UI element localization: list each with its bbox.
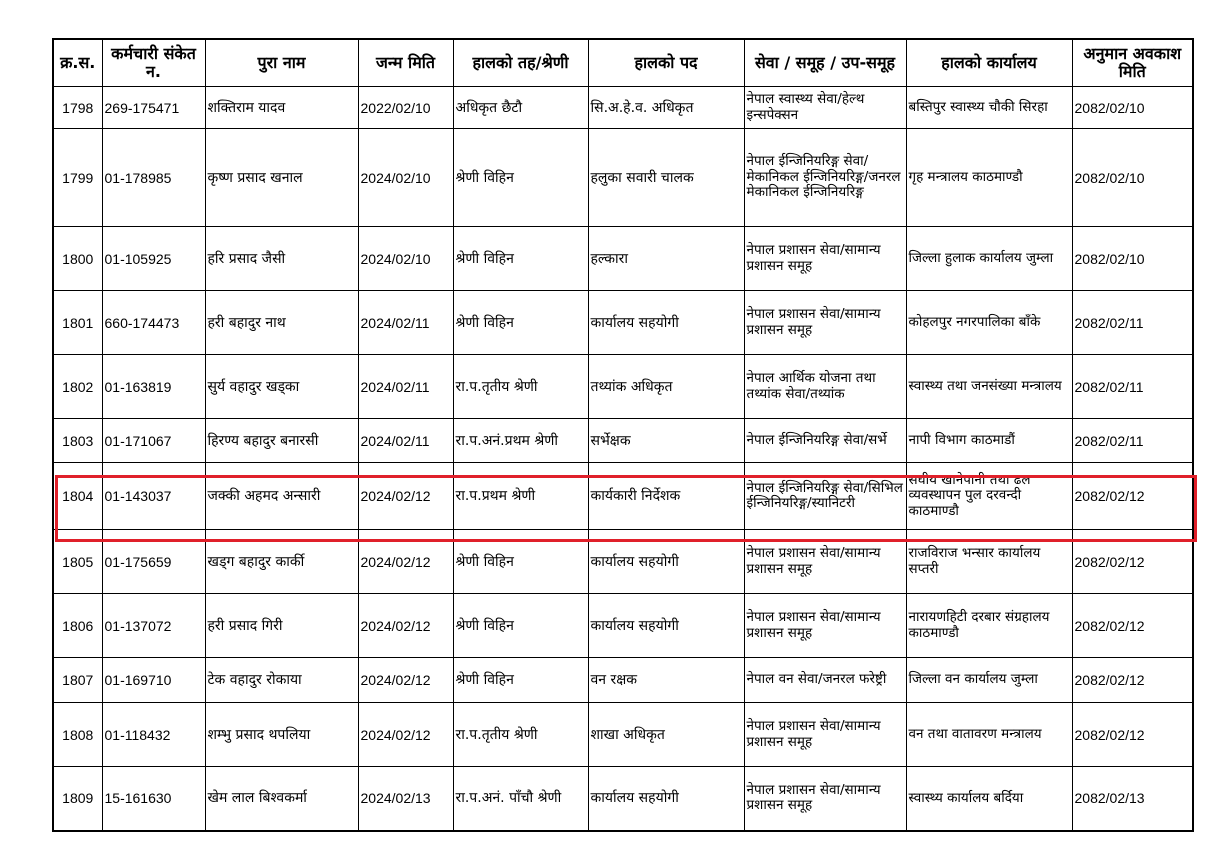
- table-body: [53, 87, 1193, 831]
- table-row: [53, 355, 1193, 419]
- cell-service: नेपाल ईन्जिनियरिङ्ग सेवा/मेकानिकल ईन्जिनियरिङ्ग/जनरल मेकानिकल ईन्जिनियरिङ्ग: [744, 129, 906, 227]
- cell-service: नेपाल ईन्जिनियरिङ्ग सेवा/सर्भे: [744, 419, 906, 463]
- cell-post: सर्भेक्षक: [588, 419, 744, 463]
- cell-post: शाखा अधिकृत: [588, 703, 744, 767]
- cell-code: 01-178985: [102, 129, 205, 227]
- cell-service: नेपाल वन सेवा/जनरल फरेष्ट्री: [744, 658, 906, 703]
- cell-dob: 2024/02/10: [358, 129, 453, 227]
- cell-sn: 1799: [53, 129, 102, 227]
- column-header-retire: अनुमान अवकाश मिति: [1072, 39, 1193, 87]
- cell-post: वन रक्षक: [588, 658, 744, 703]
- cell-sn: 1807: [53, 658, 102, 703]
- cell-office: गृह मन्त्रालय काठमाण्डौ: [906, 129, 1072, 227]
- cell-dob: 2024/02/12: [358, 703, 453, 767]
- column-header-name: पुरा नाम: [205, 39, 358, 87]
- cell-level: श्रेणी विहिन: [453, 658, 588, 703]
- cell-retire: 2082/02/10: [1072, 227, 1193, 291]
- cell-code: 269-175471: [102, 87, 205, 129]
- cell-retire: 2082/02/13: [1072, 767, 1193, 831]
- cell-post: कार्यालय सहयोगी: [588, 594, 744, 658]
- cell-service: नेपाल प्रशासन सेवा/सामान्य प्रशासन समूह: [744, 767, 906, 831]
- cell-sn: 1802: [53, 355, 102, 419]
- table-row: [53, 767, 1193, 831]
- cell-level: श्रेणी विहिन: [453, 594, 588, 658]
- cell-level: रा.प.अनं.प्रथम श्रेणी: [453, 419, 588, 463]
- cell-post: कार्यालय सहयोगी: [588, 291, 744, 355]
- column-header-service: सेवा / समूह / उप-समूह: [744, 39, 906, 87]
- cell-sn: 1798: [53, 87, 102, 129]
- cell-name: शम्भु प्रसाद थपलिया: [205, 703, 358, 767]
- cell-code: 01-163819: [102, 355, 205, 419]
- cell-name: टेक वहादुर रोकाया: [205, 658, 358, 703]
- cell-office: राजविराज भन्सार कार्यालय सप्तरी: [906, 530, 1072, 594]
- cell-post: सि.अ.हे.व. अधिकृत: [588, 87, 744, 129]
- cell-service: नेपाल प्रशासन सेवा/सामान्य प्रशासन समूह: [744, 291, 906, 355]
- cell-post: हलुका सवारी चालक: [588, 129, 744, 227]
- cell-level: रा.प.तृतीय श्रेणी: [453, 355, 588, 419]
- cell-sn: 1804: [53, 463, 102, 530]
- cell-code: 660-174473: [102, 291, 205, 355]
- cell-name: हिरण्य बहादुर बनारसी: [205, 419, 358, 463]
- cell-office: स्वास्थ्य तथा जनसंख्या मन्त्रालय: [906, 355, 1072, 419]
- cell-level: श्रेणी विहिन: [453, 129, 588, 227]
- cell-service: नेपाल प्रशासन सेवा/सामान्य प्रशासन समूह: [744, 594, 906, 658]
- cell-sn: 1803: [53, 419, 102, 463]
- table-row: [53, 594, 1193, 658]
- cell-level: अधिकृत छैटौ: [453, 87, 588, 129]
- cell-sn: 1801: [53, 291, 102, 355]
- cell-name: कृष्ण प्रसाद खनाल: [205, 129, 358, 227]
- table-row: [53, 129, 1193, 227]
- cell-service: नेपाल ईन्जिनियरिङ्ग सेवा/सिभिल ईन्जिनियरिङ्ग/स्यानिटरी: [744, 463, 906, 530]
- cell-office: बस्तिपुर स्वास्थ्य चौकी सिरहा: [906, 87, 1072, 129]
- cell-office: जिल्ला हुलाक कार्यालय जुम्ला: [906, 227, 1072, 291]
- cell-level: रा.प.अनं. पाँचौ श्रेणी: [453, 767, 588, 831]
- cell-retire: 2082/02/11: [1072, 419, 1193, 463]
- column-header-dob: जन्म मिति: [358, 39, 453, 87]
- cell-office: वन तथा वातावरण मन्त्रालय: [906, 703, 1072, 767]
- cell-sn: 1806: [53, 594, 102, 658]
- cell-name: खड्ग बहादुर कार्की: [205, 530, 358, 594]
- cell-retire: 2082/02/10: [1072, 87, 1193, 129]
- cell-sn: 1809: [53, 767, 102, 831]
- column-header-post: हालको पद: [588, 39, 744, 87]
- cell-office: नारायणहिटी दरबार संग्रहालय काठमाण्डौ: [906, 594, 1072, 658]
- cell-code: 01-105925: [102, 227, 205, 291]
- cell-post: कार्यालय सहयोगी: [588, 530, 744, 594]
- column-header-code: कर्मचारी संकेत न.: [102, 39, 205, 87]
- cell-office: सघीय खानेपानी तथा ढल व्यवस्थापन पुल दरवन्दी काठमाण्डौ: [906, 463, 1072, 530]
- cell-dob: 2024/02/12: [358, 658, 453, 703]
- cell-code: 01-175659: [102, 530, 205, 594]
- cell-retire: 2082/02/12: [1072, 530, 1193, 594]
- retirement-table-sheet: [52, 38, 1192, 832]
- cell-dob: 2024/02/11: [358, 419, 453, 463]
- table-row: [53, 658, 1193, 703]
- cell-dob: 2024/02/12: [358, 463, 453, 530]
- cell-level: श्रेणी विहिन: [453, 227, 588, 291]
- cell-name: सुर्य वहादुर खड्का: [205, 355, 358, 419]
- cell-dob: 2024/02/12: [358, 530, 453, 594]
- cell-dob: 2022/02/10: [358, 87, 453, 129]
- cell-retire: 2082/02/10: [1072, 129, 1193, 227]
- cell-retire: 2082/02/12: [1072, 594, 1193, 658]
- cell-office: जिल्ला वन कार्यालय जुम्ला: [906, 658, 1072, 703]
- cell-office: नापी विभाग काठमाडौं: [906, 419, 1072, 463]
- table-row: [53, 87, 1193, 129]
- cell-code: 01-118432: [102, 703, 205, 767]
- cell-post: कार्यकारी निर्देशक: [588, 463, 744, 530]
- table-row: [53, 227, 1193, 291]
- cell-code: 01-169710: [102, 658, 205, 703]
- cell-service: नेपाल स्वास्थ्य सेवा/हेल्थ इन्सपेक्सन: [744, 87, 906, 129]
- cell-retire: 2082/02/12: [1072, 658, 1193, 703]
- cell-dob: 2024/02/12: [358, 594, 453, 658]
- cell-name: हरी बहादुर नाथ: [205, 291, 358, 355]
- cell-code: 15-161630: [102, 767, 205, 831]
- cell-retire: 2082/02/12: [1072, 463, 1193, 530]
- cell-service: नेपाल आर्थिक योजना तथा तथ्यांक सेवा/तथ्यांक: [744, 355, 906, 419]
- cell-name: खेम लाल बिश्वकर्मा: [205, 767, 358, 831]
- cell-code: 01-143037: [102, 463, 205, 530]
- cell-retire: 2082/02/11: [1072, 355, 1193, 419]
- cell-retire: 2082/02/12: [1072, 703, 1193, 767]
- cell-post: हल्कारा: [588, 227, 744, 291]
- table-row: [53, 291, 1193, 355]
- cell-service: नेपाल प्रशासन सेवा/सामान्य प्रशासन समूह: [744, 530, 906, 594]
- employee-table: [52, 38, 1194, 832]
- cell-level: श्रेणी विहिन: [453, 530, 588, 594]
- cell-post: कार्यालय सहयोगी: [588, 767, 744, 831]
- cell-sn: 1808: [53, 703, 102, 767]
- cell-retire: 2082/02/11: [1072, 291, 1193, 355]
- cell-sn: 1800: [53, 227, 102, 291]
- cell-code: 01-171067: [102, 419, 205, 463]
- table-row: [53, 419, 1193, 463]
- cell-post: तथ्यांक अधिकृत: [588, 355, 744, 419]
- cell-dob: 2024/02/11: [358, 355, 453, 419]
- cell-code: 01-137072: [102, 594, 205, 658]
- column-header-level: हालको तह/श्रेणी: [453, 39, 588, 87]
- header-row: [53, 39, 1193, 87]
- cell-name: जक्की अहमद अन्सारी: [205, 463, 358, 530]
- cell-office: स्वास्थ्य कार्यालय बर्दिया: [906, 767, 1072, 831]
- cell-name: शक्तिराम यादव: [205, 87, 358, 129]
- cell-name: हरी प्रसाद गिरी: [205, 594, 358, 658]
- cell-office: कोहलपुर नगरपालिका बाँके: [906, 291, 1072, 355]
- cell-dob: 2024/02/11: [358, 291, 453, 355]
- cell-dob: 2024/02/10: [358, 227, 453, 291]
- table-row: [53, 703, 1193, 767]
- cell-sn: 1805: [53, 530, 102, 594]
- column-header-office: हालको कार्यालय: [906, 39, 1072, 87]
- cell-level: रा.प.तृतीय श्रेणी: [453, 703, 588, 767]
- table-row: [53, 530, 1193, 594]
- cell-service: नेपाल प्रशासन सेवा/सामान्य प्रशासन समूह: [744, 227, 906, 291]
- cell-name: हरि प्रसाद जैसी: [205, 227, 358, 291]
- table-row: [53, 463, 1193, 530]
- column-header-sn: क्र.स.: [53, 39, 102, 87]
- cell-level: रा.प.प्रथम श्रेणी: [453, 463, 588, 530]
- cell-service: नेपाल प्रशासन सेवा/सामान्य प्रशासन समूह: [744, 703, 906, 767]
- cell-level: श्रेणी विहिन: [453, 291, 588, 355]
- cell-dob: 2024/02/13: [358, 767, 453, 831]
